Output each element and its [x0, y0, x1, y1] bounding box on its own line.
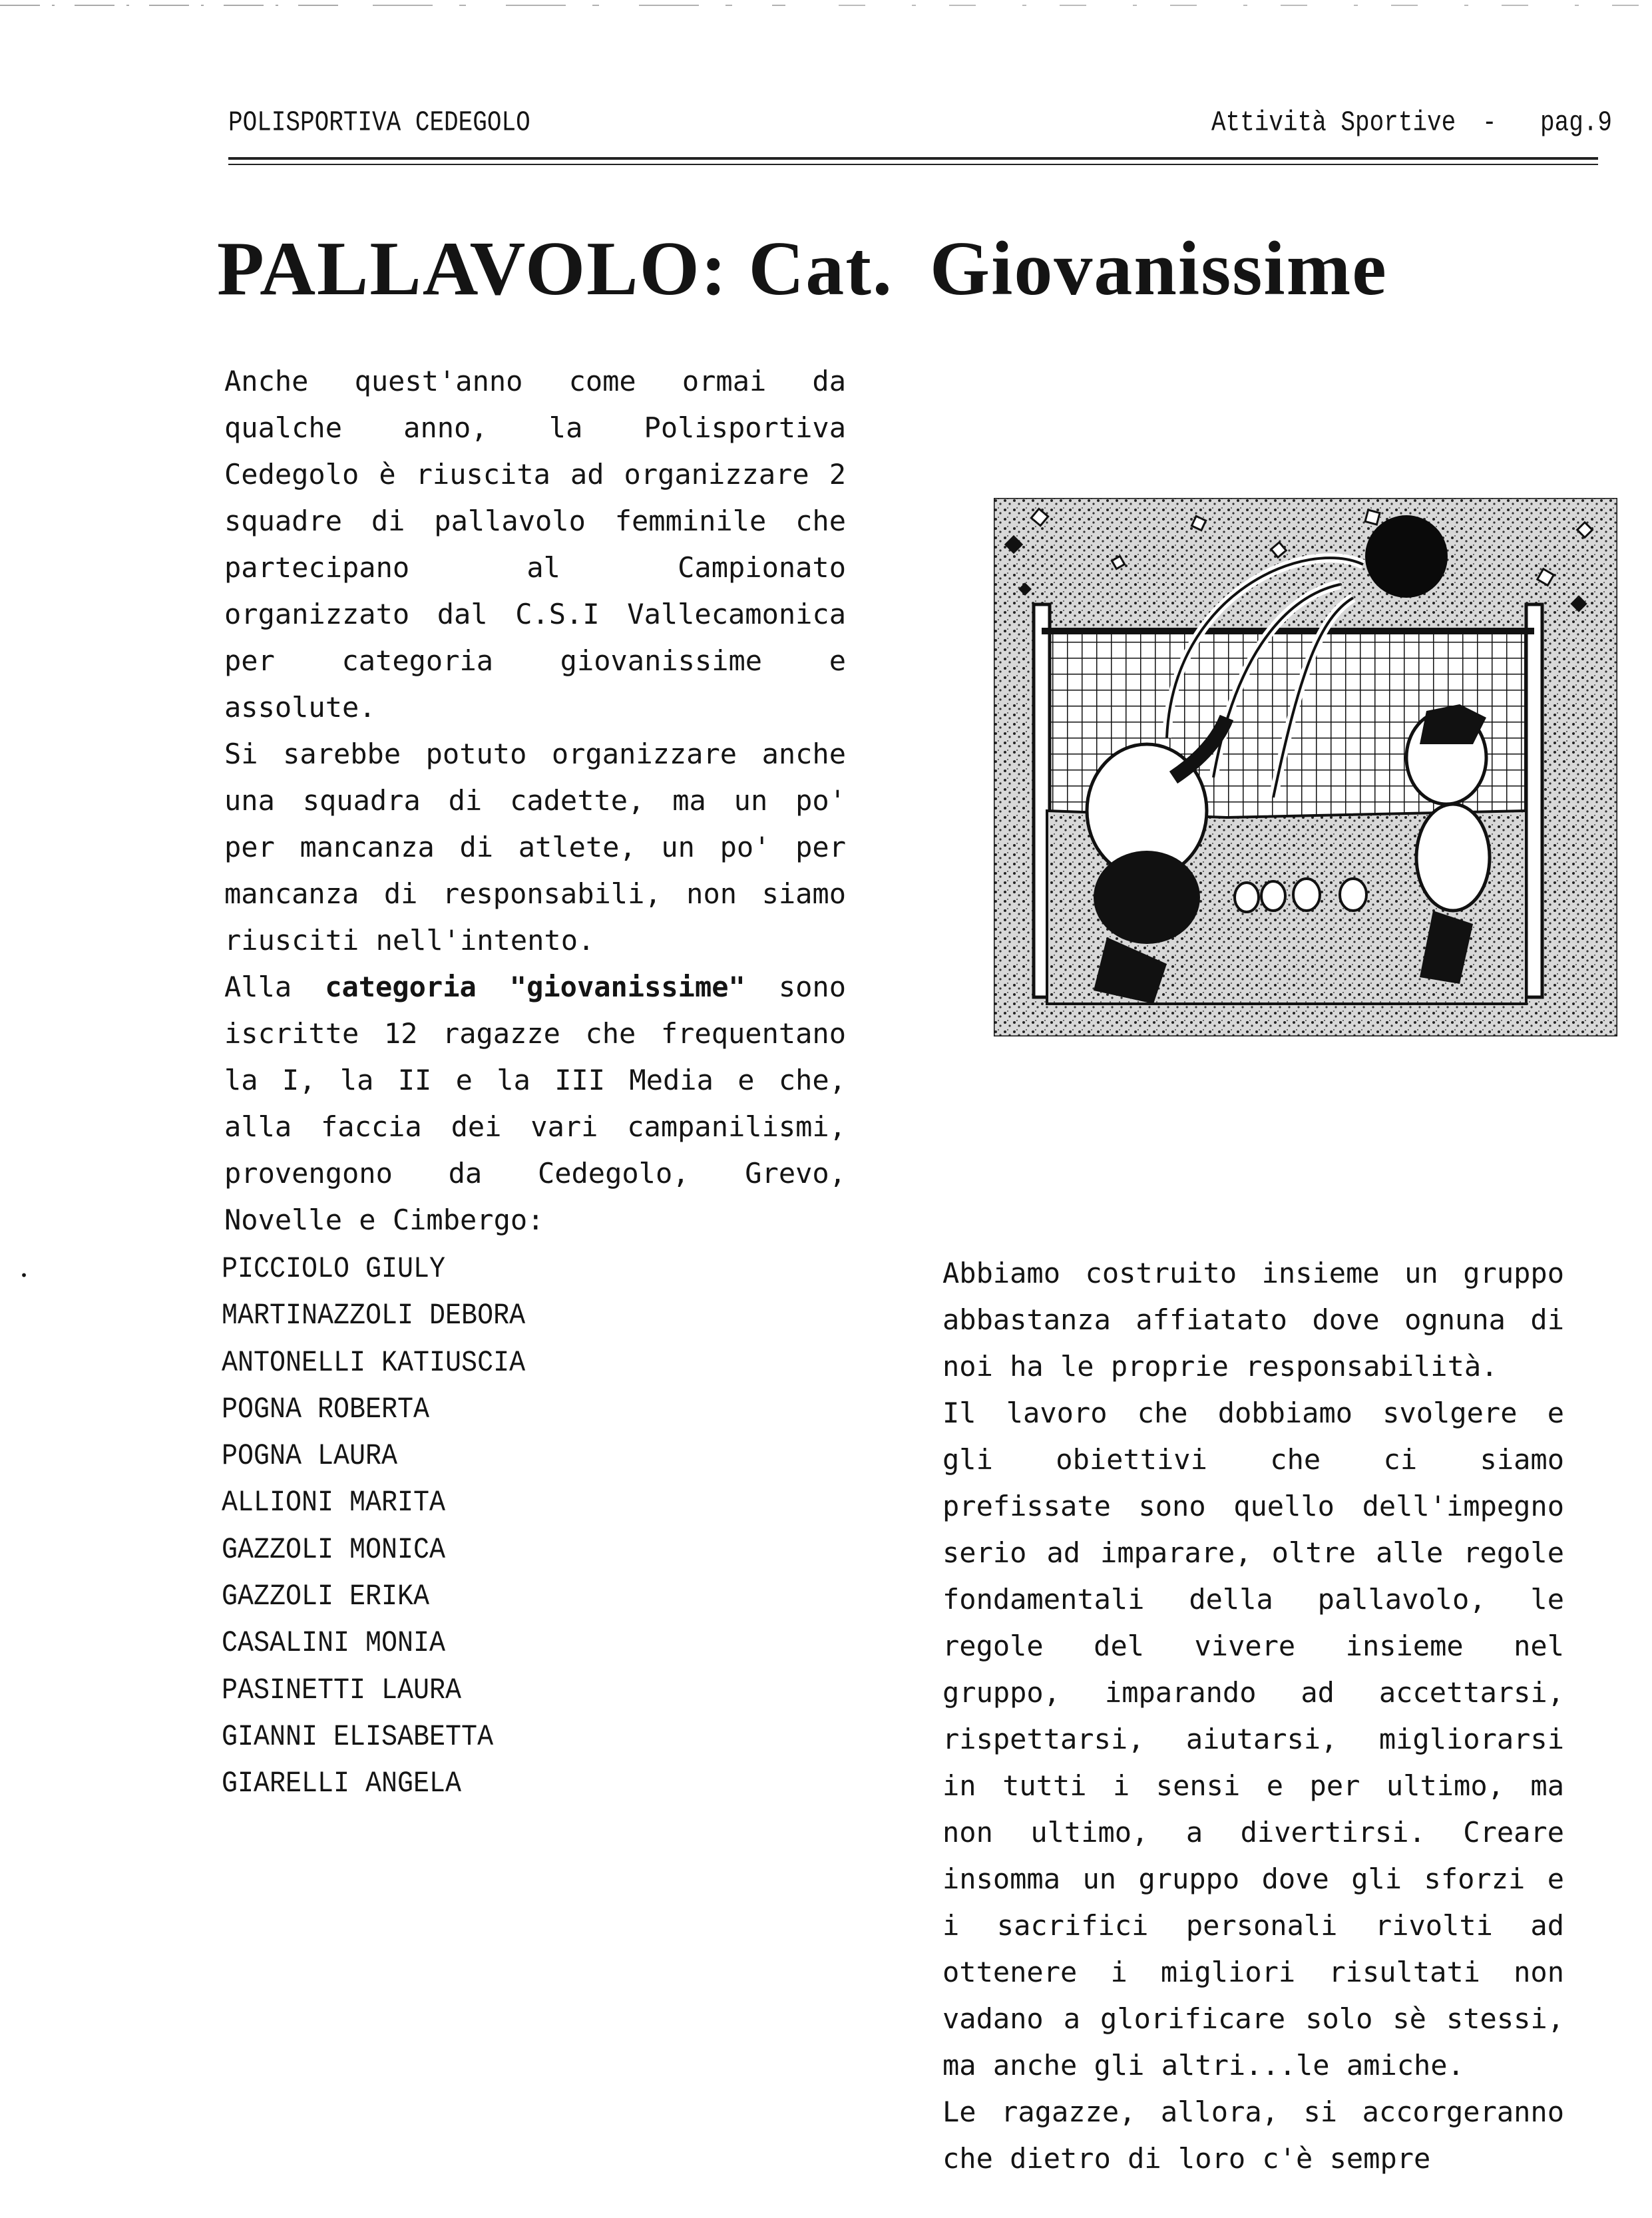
- page-number: pag.9: [1540, 107, 1613, 139]
- title-part-2: Giovanissime: [929, 226, 1388, 312]
- roster-item: GIANNI ELISABETTA: [222, 1721, 494, 1755]
- roster-item: MARTINAZZOLI DEBORA: [222, 1299, 526, 1333]
- title-part-1: PALLAVOLO: Cat.: [217, 226, 893, 312]
- right-paragraph-2: Il lavoro che dobbiamo svolgere e gli obiettivi che ci siamo prefissate sono quello dell'impegno serio ad imparare, oltre alle regole fondamentali della pallavolo, le regole del vivere insieme nel gruppo, imparando ad accettarsi, rispettarsi, aiutarsi, migliorarsi in tutti i sensi e per ultimo, ma non ultimo, a divertirsi. Creare insomma un gruppo dove gli sforzi e i sacrifici personali rivolti ad ottenere i migliori risultati non vadano a glorificare solo sè stessi, ma anche gli altri...le amiche.: [942, 1397, 1564, 2082]
- roster-item: GAZZOLI ERIKA: [222, 1580, 430, 1614]
- roster-item: ANTONELLI KATIUSCIA: [222, 1346, 526, 1381]
- roster-item: CASALINI MONIA: [222, 1627, 446, 1661]
- intro-paragraph-1: Anche quest'anno come ormai da qualche anno, la Polisportiva Cedegolo è riuscita ad organizzare 2 squadre di pallavolo femminile che partecipano al Campionato organizzato dal C.S.I Vallecamonica per categoria giovanissime e assolute.: [224, 365, 846, 724]
- roster-item: POGNA LAURA: [222, 1440, 398, 1474]
- intro-p3-lead: Alla: [224, 971, 325, 1003]
- header-org: POLISPORTIVA CEDEGOLO: [228, 107, 530, 139]
- roster-item: PICCIOLO GIULY: [222, 1253, 446, 1287]
- intro-column: [224, 358, 846, 1243]
- scan-speck: •: [20, 1267, 29, 1283]
- right-paragraph-1: Abbiamo costruito insieme un gruppo abbastanza affiatato dove ognuna di noi ha le proprie responsabilità.: [942, 1257, 1564, 1383]
- roster-list: [222, 1247, 794, 1809]
- header-rule-thick: [228, 157, 1598, 160]
- scan-artifact-line: [0, 4, 1652, 7]
- intro-paragraph-2: Si sarebbe potuto organizzare anche una squadra di cadette, ma un po' per mancanza di atlete, un po' per mancanza di responsabili, non siamo riusciti nell'intento.: [224, 738, 846, 957]
- category-highlight: categoria "giovanissime": [325, 971, 745, 1003]
- intro-p3-rest: sono iscritte 12 ragazze che frequentano la I, la II e la III Media e che, alla faccia dei vari campanilismi, provengono da Cedegolo, Grevo, Novelle e Cimbergo:: [224, 971, 846, 1236]
- right-paragraph-3: Le ragazze, allora, si accorgeranno che dietro di loro c'è sempre: [942, 2096, 1564, 2175]
- roster-item: PASINETTI LAURA: [222, 1673, 462, 1708]
- right-column: [942, 1250, 1564, 2182]
- header-separator: -: [1482, 107, 1497, 139]
- roster-item: GAZZOLI MONICA: [222, 1534, 446, 1568]
- roster-item: POGNA ROBERTA: [222, 1393, 430, 1427]
- intro-paragraph-3: [224, 964, 846, 1243]
- volleyball-cartoon-illustration: [994, 498, 1617, 1036]
- roster-item: ALLIONI MARITA: [222, 1486, 446, 1521]
- header-rule-thin: [228, 164, 1598, 165]
- header-section: Attività Sportive: [1211, 107, 1456, 139]
- roster-item: GIARELLI ANGELA: [222, 1767, 462, 1801]
- page-title: [217, 225, 1388, 314]
